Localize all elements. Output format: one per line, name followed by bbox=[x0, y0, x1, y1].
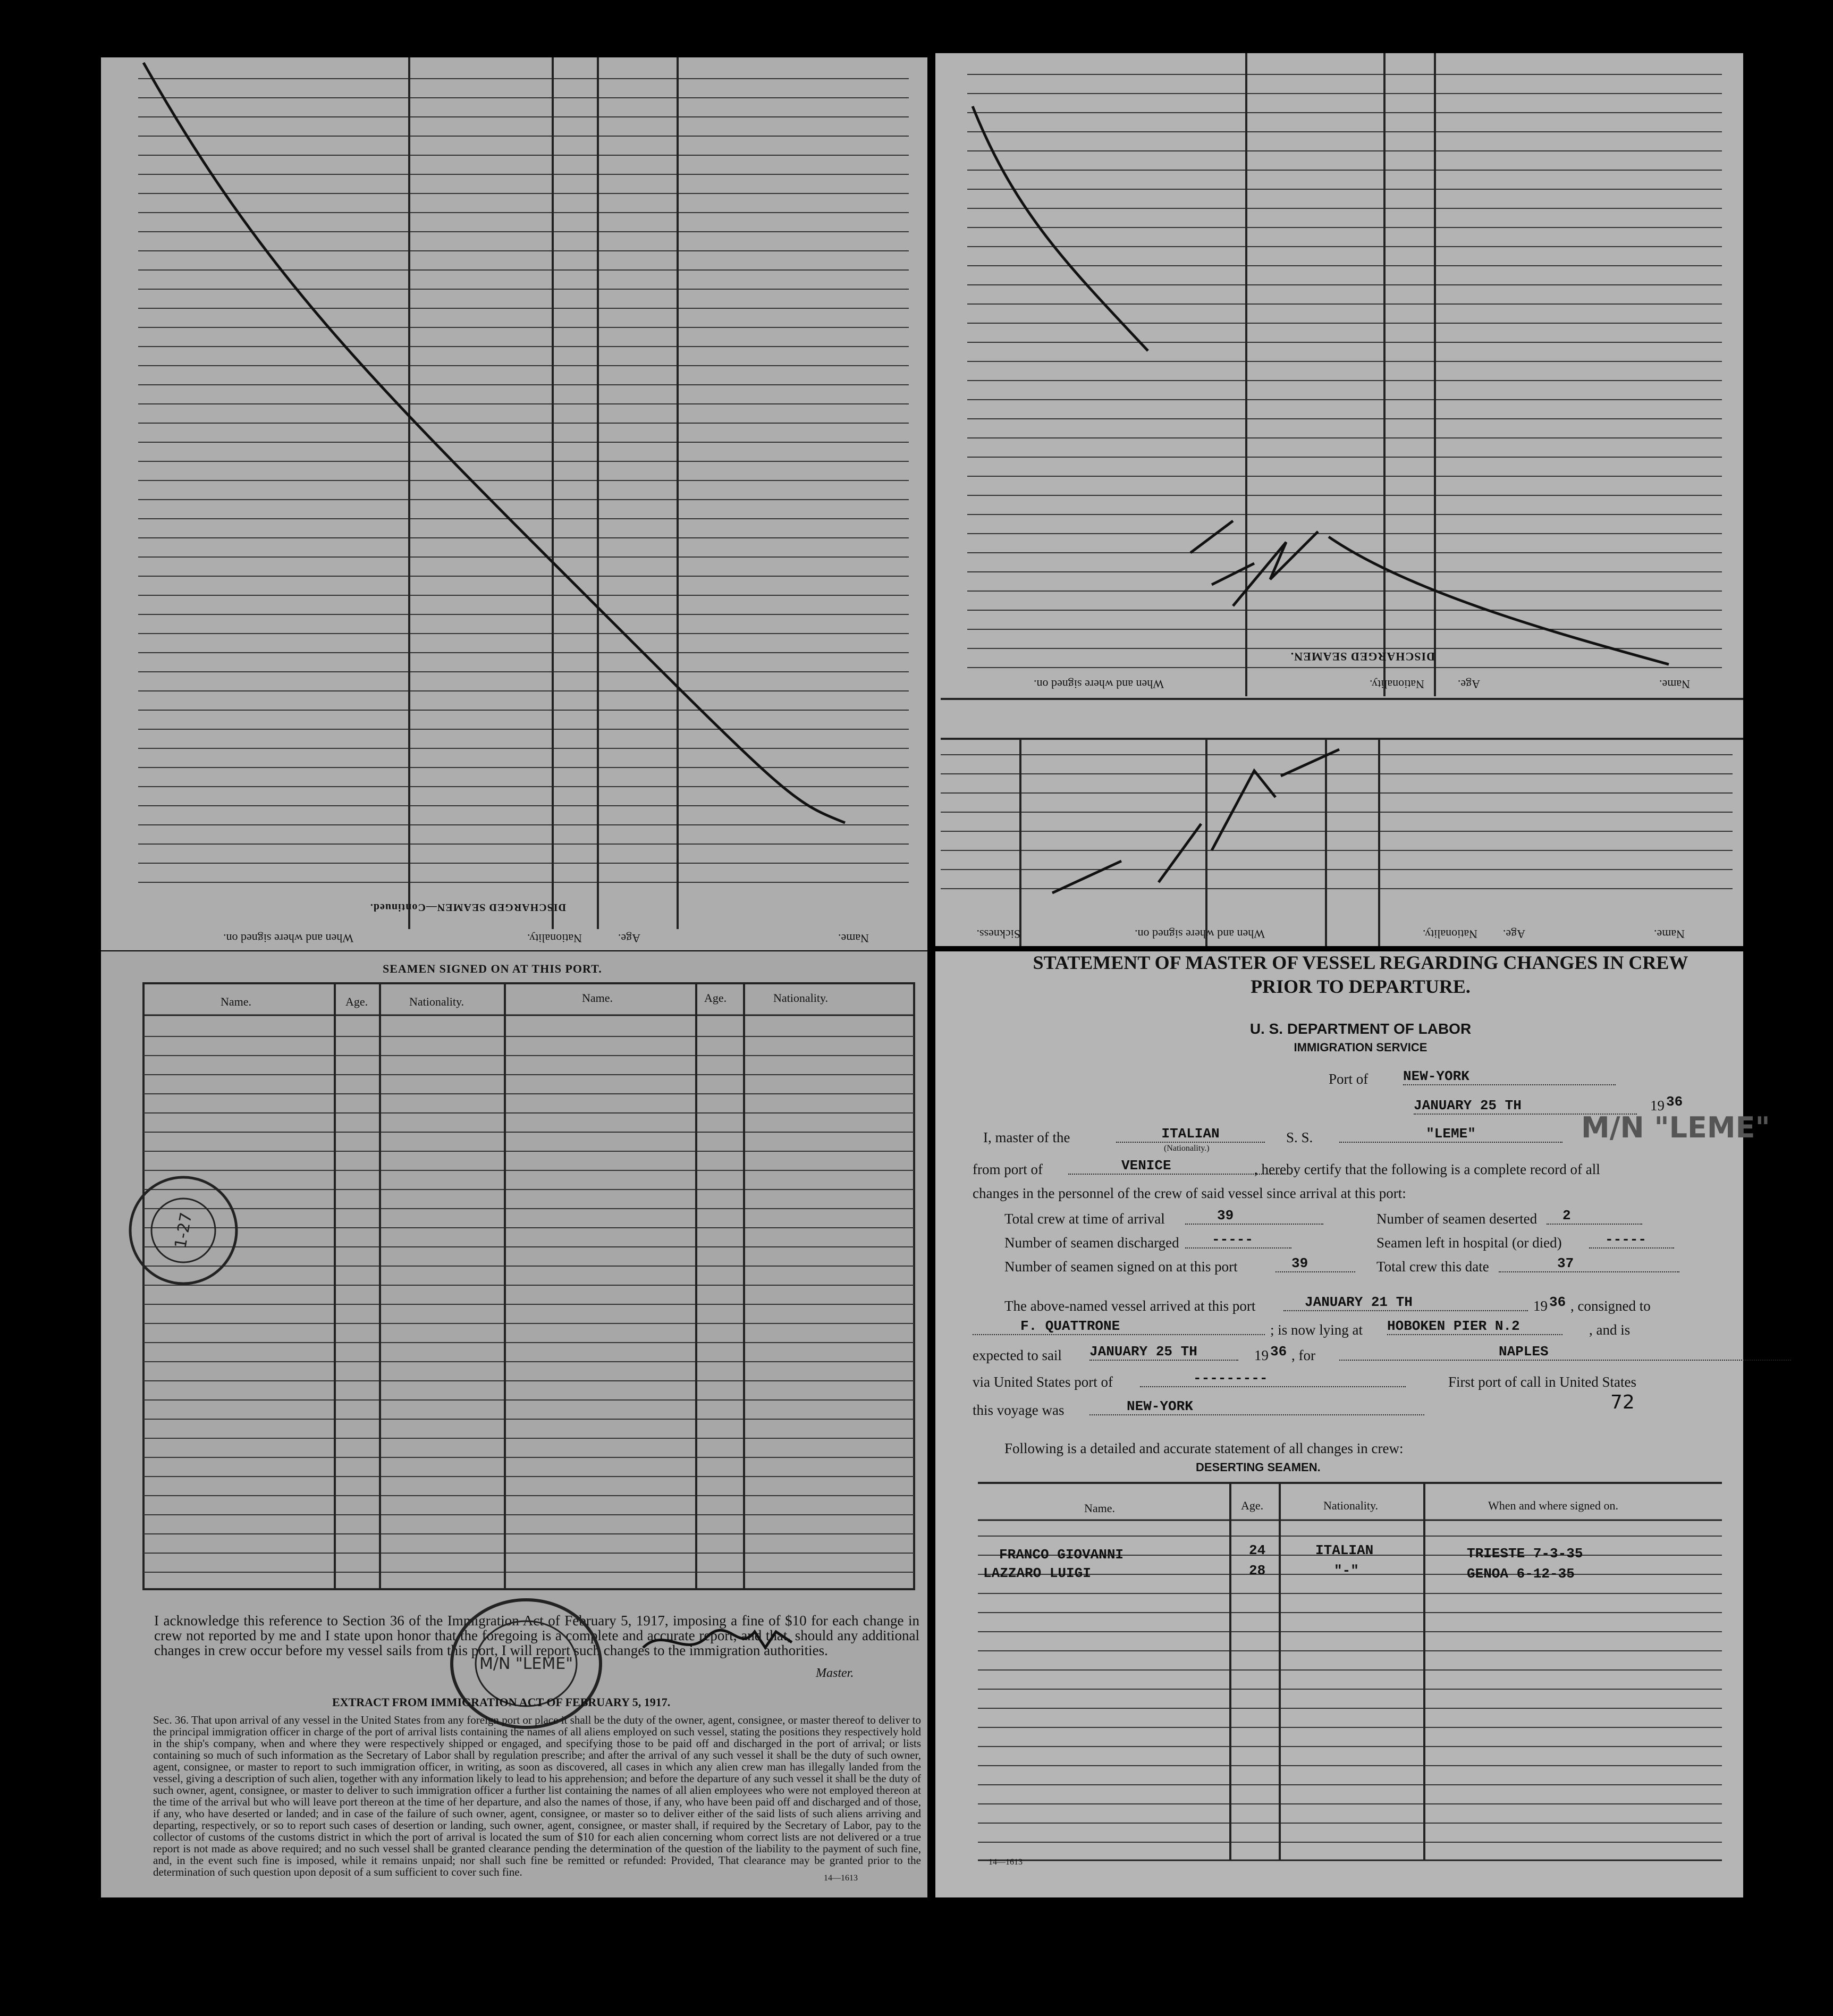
for-value: NAPLES bbox=[1339, 1344, 1791, 1361]
col-nationality-label: Nationality. bbox=[409, 995, 464, 1008]
col-nationality-label: Nationality. bbox=[1422, 927, 1477, 941]
total-arrival-value: 39 bbox=[1185, 1208, 1323, 1225]
year-prefix: 19 bbox=[1650, 1098, 1665, 1114]
immigration-round-stamp bbox=[122, 1169, 244, 1292]
row-1-name: FRANCO GIOVANNI bbox=[999, 1547, 1124, 1563]
section-title: DISCHARGED SEAMEN. bbox=[1290, 650, 1435, 663]
lying-at-label: ; is now lying at bbox=[1270, 1322, 1363, 1338]
following-text: Following is a detailed and accurate statement of all changes in crew: bbox=[1004, 1440, 1404, 1456]
extract-title: EXTRACT FROM IMMIGRATION ACT OF FEBRUARY 5, 1917. bbox=[332, 1696, 671, 1709]
deserting-table-lines bbox=[935, 1478, 1743, 1882]
ship-name-value: "LEME" bbox=[1339, 1126, 1562, 1143]
vessel-name-stamp: M/N "LEME" bbox=[1581, 1111, 1770, 1144]
arrived-text: The above-named vessel arrived at this port bbox=[1004, 1298, 1256, 1314]
port-of-value: NEW-YORK bbox=[1403, 1068, 1616, 1085]
col-sickness-label: Sickness. bbox=[976, 927, 1020, 941]
form-number: 14—1613 bbox=[989, 1858, 1023, 1867]
col-name-label: Name. bbox=[1659, 678, 1690, 691]
deserted-label: Number of seamen deserted bbox=[1376, 1211, 1538, 1227]
form-number: 14—1613 bbox=[824, 1874, 858, 1883]
via-port-label: via United States port of bbox=[973, 1374, 1113, 1390]
page-number: 72 bbox=[1610, 1391, 1635, 1413]
acknowledgement-text: I acknowledge this reference to Section 36 of the Immigration Act of February 5, 1917, imposing a fine of $10 for each change in crew not reported by me and I state upon honor that the foregoing is a complete and accurate report, and that, should any additional changes in crew occur before my vessel sails from this port, I will report such changes to the immigration authorities. bbox=[154, 1613, 919, 1658]
arrived-value: JANUARY 21 TH bbox=[1283, 1294, 1528, 1311]
form-title-line2: PRIOR TO DEPARTURE. bbox=[1251, 976, 1471, 997]
row-2-signed-on: GENOA 6-12-35 bbox=[1467, 1566, 1575, 1582]
signed-on-label: Number of seamen signed on at this port bbox=[1004, 1259, 1238, 1275]
form-title-line1: STATEMENT OF MASTER OF VESSEL REGARDING CHANGES IN CREW bbox=[1033, 952, 1688, 973]
col-age-label: Age. bbox=[1502, 927, 1525, 941]
col-age-label: Age. bbox=[1241, 1499, 1264, 1512]
col-nationality-label: Nationality. bbox=[1369, 678, 1424, 691]
voyage-value: NEW-YORK bbox=[1089, 1398, 1424, 1415]
year-suffix: 36 bbox=[1666, 1094, 1683, 1110]
arrived-year-value: 36 bbox=[1549, 1294, 1566, 1310]
master-label: Master. bbox=[816, 1666, 854, 1680]
col-signed-on-label: When and where signed on. bbox=[1034, 678, 1164, 691]
total-date-label: Total crew this date bbox=[1376, 1259, 1489, 1275]
discharged-label: Number of seamen discharged bbox=[1004, 1235, 1179, 1251]
section-36-text: Sec. 36. That upon arrival of any vessel in the United States from any foreign port or place it shall be the duty of the owner, agent, consignee, or master thereof to deliver to the principal immigration officer in charge of the port of arrival lists containing the names of all aliens employed on such vessel, stating the positions they respectively hold in the ship's company, when and where they were respectively shipped or engaged, and specifying those to be paid off and discharged in the port of arrival; or lists containing so much of such information as the Secretary of Labor shall by regulation prescribe; and after the arrival of any such vessel it shall be the duty of such owner, agent, consignee, or master to report to such immigration officer, in writing, as soon as discovered, all cases in which any alien crew man has illegally landed from the vessel, giving a description of such alien, together with any information likely to lead to his apprehension; and before the departure of any such vessel it shall be the duty of such owner, agent, consignee, or master to deliver to such immigration officer a further list containing the names of all alien employees who were not employed thereon at the time of the arrival but who will leave port thereon at the time of her departure, and also the names of those, if any, who have been paid off and discharged and of those, if any, who have deserted or landed; and in case of the failure of such owner, agent, consignee, or master so to deliver either of the said lists of such aliens arriving and departing, respectively, or so to report such cases of desertion or landing, such owner, agent, consignee, or master shall, if required by the Secretary of Labor, pay to the collector of customs of the customs district in which the port of arrival is located the sum of $10 for each alien concerning whom correct lists are not delivered or a true report is not made as above required; and no such vessel shall be granted clearance pending the determination of the question of the liability to the payment of such fine, and, in the event such fine is imposed, while it remains unpaid; nor shall such fine be remitted or refunded: Provided, That clearance may be granted prior to the determination of such question upon deposit of a sum sufficient to cover such fine. bbox=[153, 1714, 921, 1878]
col-signed-on-label: When and where signed on. bbox=[1488, 1499, 1618, 1512]
signed-on-section-title: SEAMEN SIGNED ON AT THIS PORT. bbox=[383, 962, 602, 975]
total-date-value: 37 bbox=[1499, 1255, 1679, 1272]
col-name-label: Name. bbox=[1653, 927, 1685, 941]
deserting-title: DESERTING SEAMEN. bbox=[1196, 1461, 1321, 1474]
svg-text:M/N "LEME": M/N "LEME" bbox=[479, 1655, 573, 1673]
col-nationality-label: Nationality. bbox=[1323, 1499, 1379, 1512]
expected-year-value: 36 bbox=[1270, 1344, 1287, 1360]
row-1-age: 24 bbox=[1249, 1542, 1266, 1558]
total-arrival-label: Total crew at time of arrival bbox=[1004, 1211, 1165, 1227]
date-value: JANUARY 25 TH bbox=[1414, 1098, 1637, 1115]
col-nationality-label: Nationality. bbox=[527, 932, 582, 945]
expected-sail-label: expected to sail bbox=[973, 1347, 1062, 1363]
top-right-hospital-header bbox=[935, 904, 1743, 946]
col-name-label: Name. bbox=[221, 995, 252, 1008]
consignee-value: F. QUATTRONE bbox=[973, 1318, 1265, 1335]
port-of-label: Port of bbox=[1329, 1071, 1369, 1087]
top-right-discharged-header bbox=[935, 638, 1743, 696]
expected-year-prefix: 19 bbox=[1254, 1347, 1269, 1363]
consigned-to-label: , consigned to bbox=[1570, 1298, 1651, 1314]
from-port-label: from port of bbox=[973, 1161, 1043, 1177]
bottom-right-page bbox=[935, 951, 1770, 1897]
changes-text: changes in the personnel of the crew of said vessel since arrival at this port: bbox=[973, 1185, 1406, 1201]
first-port-label: First port of call in United States bbox=[1448, 1374, 1636, 1390]
via-port-value: --------- bbox=[1140, 1370, 1406, 1387]
col-name-label: Name. bbox=[1084, 1502, 1116, 1515]
col-signed-on-label: When and where signed on. bbox=[1135, 927, 1265, 941]
col-name-label-2: Name. bbox=[582, 991, 613, 1005]
col-age-label: Age. bbox=[618, 932, 640, 945]
for-label: , for bbox=[1291, 1347, 1315, 1363]
department-label: U. S. DEPARTMENT OF LABOR bbox=[1249, 1020, 1472, 1037]
row-2-nationality: "-" bbox=[1334, 1563, 1359, 1579]
nationality-label: (Nationality.) bbox=[1164, 1144, 1210, 1153]
master-signature bbox=[632, 1616, 808, 1669]
expected-sail-value: JANUARY 25 TH bbox=[1089, 1344, 1238, 1361]
ss-label: S. S. bbox=[1286, 1129, 1313, 1145]
signature-text bbox=[632, 1621, 634, 1622]
row-1-nationality: ITALIAN bbox=[1315, 1542, 1374, 1558]
deserted-value: 2 bbox=[1547, 1208, 1642, 1225]
arrived-year-prefix: 19 bbox=[1533, 1298, 1548, 1314]
col-age-label: Age. bbox=[345, 995, 368, 1008]
col-nationality-label-2: Nationality. bbox=[773, 991, 829, 1005]
master-of-the-label: I, master of the bbox=[983, 1129, 1070, 1145]
top-left-ruled-lines bbox=[101, 57, 927, 950]
col-signed-on-label: When and where signed on. bbox=[223, 932, 353, 945]
row-2-age: 28 bbox=[1249, 1563, 1266, 1579]
and-is-label: , and is bbox=[1589, 1322, 1631, 1338]
row-1-signed-on: TRIESTE 7-3-35 bbox=[1467, 1546, 1583, 1562]
service-label: IMMIGRATION SERVICE bbox=[1294, 1041, 1427, 1054]
nationality-value: ITALIAN bbox=[1116, 1126, 1265, 1143]
col-age-label-2: Age. bbox=[704, 991, 727, 1005]
top-left-page bbox=[101, 57, 927, 950]
from-port-value: VENICE bbox=[1068, 1158, 1291, 1175]
signed-on-value: 39 bbox=[1276, 1255, 1355, 1272]
top-right-page bbox=[935, 53, 1743, 946]
section-title: DISCHARGED SEAMEN—Continued. bbox=[369, 901, 566, 913]
voyage-label: this voyage was bbox=[973, 1402, 1065, 1418]
bottom-left-page bbox=[101, 951, 927, 1897]
col-name-label: Name. bbox=[838, 932, 869, 945]
col-age-label: Age. bbox=[1457, 678, 1480, 691]
hospital-label: Seamen left in hospital (or died) bbox=[1376, 1235, 1562, 1251]
row-2-name: LAZZARO LUIGI bbox=[983, 1565, 1091, 1581]
certify-text: , hereby certify that the following is a complete record of all bbox=[1254, 1161, 1600, 1177]
svg-text:1-27: 1-27 bbox=[171, 1211, 196, 1250]
signed-on-table-lines bbox=[101, 983, 927, 1600]
top-right-ruled-lines bbox=[935, 53, 1743, 946]
lying-at-value: HOBOKEN PIER N.2 bbox=[1387, 1318, 1562, 1335]
discharged-value: ----- bbox=[1185, 1231, 1291, 1249]
hospital-value: ----- bbox=[1589, 1231, 1674, 1249]
top-left-header bbox=[101, 892, 927, 950]
